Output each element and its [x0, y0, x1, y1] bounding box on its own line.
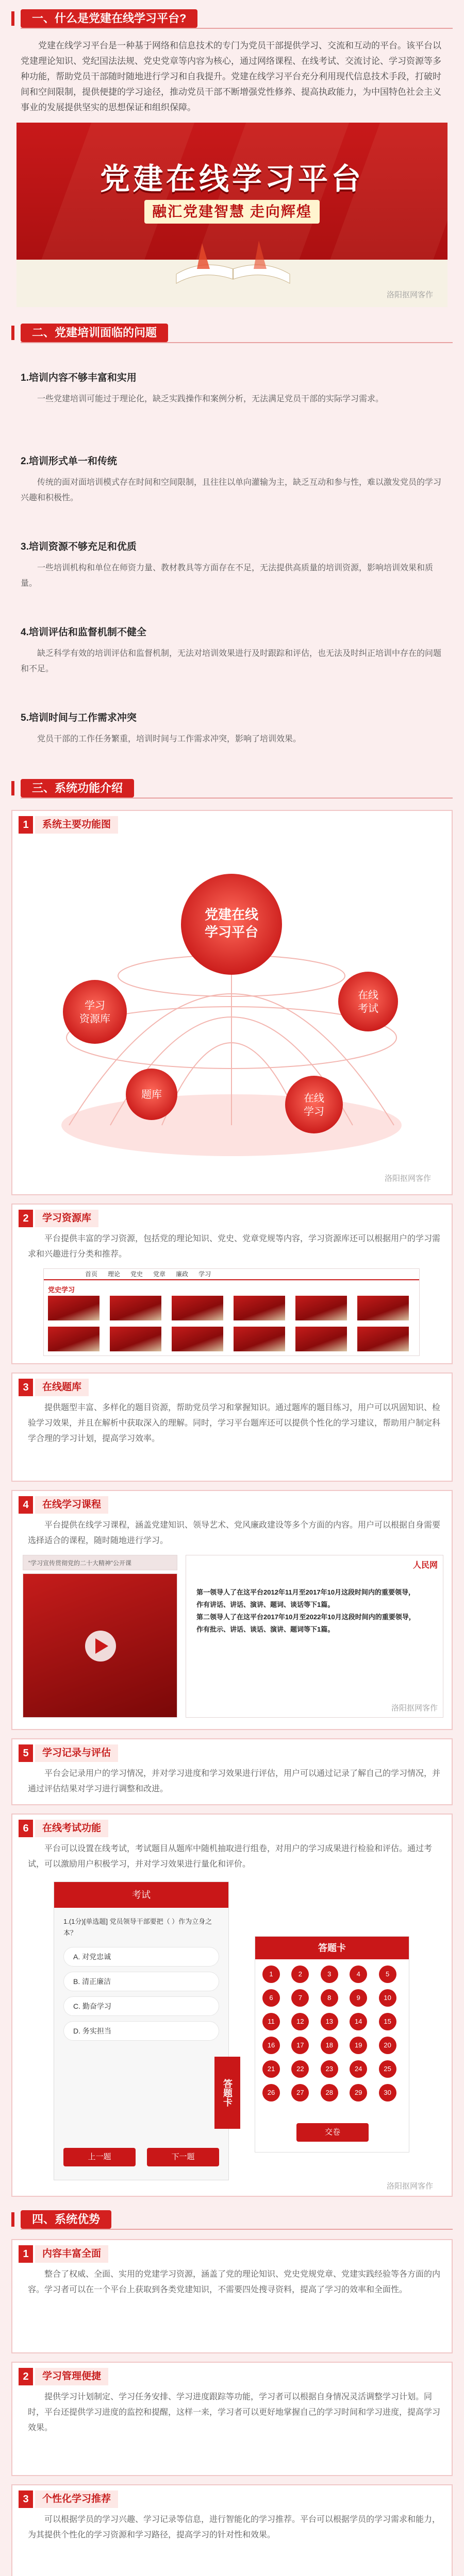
prev-question-button[interactable]: 上一题 — [63, 2148, 136, 2166]
svg-text:学习平台: 学习平台 — [204, 925, 259, 940]
nav-item[interactable]: 廉政 — [176, 1270, 189, 1278]
node-learn — [285, 1076, 343, 1133]
svg-text:资源库: 资源库 — [79, 1012, 110, 1025]
issue-text-4: 缺乏科学有效的培训评估和监督机制，无法对培训效果进行及时跟踪和评估，也无法及时纠正培训中存在的问题和不足。 — [21, 649, 442, 673]
section-title: 四、系统优势 — [21, 2210, 111, 2229]
section-header-2 — [11, 321, 453, 344]
nav-item[interactable]: 党史 — [130, 1270, 143, 1278]
issue-heading-2: 2.培训形式单一和传统 — [21, 456, 117, 467]
advantage-card-1: 1 内容丰富全面 整合了权威、全面、实用的党建学习资源，涵盖了党的理论知识、党史党规党章、党建实践经验等各方面的内容。学习者可以在一个平台上获取到各类党建知识，不需要四处搜寻资料，提高了学习的效率和全面性。 — [11, 2239, 453, 2353]
answer-card: 答题卡 1 2 3 4 5 6 7 8 9 10 11 12 13 14 15 16 17 18 19 20 21 22 23 24 25 26 27 28 29 30 交卷 — [255, 1936, 409, 2153]
svg-text:考试: 考试 — [358, 1002, 378, 1014]
feature-card-3: 3 在线题库 提供题型丰富、多样化的题目资源，帮助党员学习和掌握知识。通过题库的题目练习，用户可以巩固知识、检验学习效果，并且在解析中获取深入的理解。同时，学习平台题库还可以提供个性化的学习建议，帮助用户制定科学合理的学习计划，提高学习效率。 — [11, 1372, 453, 1482]
issue-heading-4: 4.培训评估和监督机制不健全 — [21, 627, 146, 638]
issue-text-1: 一些党建培训可能过于理论化，缺乏实践操作和案例分析，无法满足党员干部的实际学习需求。 — [37, 395, 384, 403]
exam-option[interactable]: A. 对党忠诚 — [63, 1947, 219, 1967]
banner-title: 党建在线学习平台 — [100, 161, 364, 196]
section-header-4 — [11, 2208, 453, 2231]
feature-card-1: 1 系统主要功能图 党建在线 学习平台 学习 资源库 在线 考试 题库 在线 学习 洛阳抠网客作 — [11, 810, 453, 1195]
exam-option[interactable]: D. 务实担当 — [63, 2021, 219, 2041]
card-label: 系统主要功能图 — [35, 816, 118, 834]
section-header-3 — [11, 777, 453, 800]
feature-card-2: 2 学习资源库 平台提供丰富的学习资源，包括党的理论知识、党史、党章党规等内容，学习资源库还可以根据用户的学习需求和兴趣进行分类和推荐。 首页 理论 党史 党章 廉政 学习 党史学习 — [11, 1204, 453, 1364]
card-text: 可以根据学员的学习兴趣、学习记录等信息，进行智能化的学习推荐。平台可以根据学员的学习需求和能力，为其提供个性化的学习资源和学习路径，提高学习的针对性和效果。 — [28, 2515, 441, 2539]
banner-subtitle: 融汇党建智慧 走向辉煌 — [144, 200, 320, 224]
course-thumbnail[interactable] — [23, 1573, 177, 1718]
issue-heading-1: 1.培训内容不够丰富和实用 — [21, 372, 137, 383]
feature-card-6: 6 在线考试功能 平台可以设置在线考试，考试题目从题库中随机抽取进行组卷，对用户的学习成果进行检验和评估。通过考试，可以激励用户积极学习，并对学习效果进行量化和评价。 考试 1.(1分)[单选题] 党员领导干部要把（ ）作为立身之本？ A. 对党忠诚 B. 清正廉洁 C. 勤奋学习 D. 务实担当 上一题 下一题 答题卡 答题卡 1 2 3 4 5 6 7 8 9 10 11 12 13 14 15 16 17 18 19 20 21 22 23 24 25 26 27 28 29 30 交卷 洛阳抠网客作 — [11, 1814, 453, 2197]
nav-item[interactable]: 首页 — [85, 1270, 98, 1278]
section-header-1 — [11, 7, 453, 30]
nav-item[interactable]: 学习 — [198, 1270, 211, 1278]
course-video[interactable]: 人民网 第一领导人了在这平台2012年11月至2017年10月这段时间内的重要领导， 作有讲话、讲话、演讲、题词、谈话等下1篇。 第二领导人了在这平台2017年10月至2022年10月这段时间内的重要领导， 作有批示、讲话、谈话、演讲、题词等下1篇。 洛阳抠网客作 — [186, 1555, 443, 1718]
answer-card-badge: 答题卡 — [214, 2057, 240, 2129]
advantage-card-3: 3 个性化学习推荐 可以根据学员的学习兴趣、学习记录等信息，进行智能化的学习推荐。平台可以根据学员的学习需求和能力，为其提供个性化的学习资源和学习路径，提高学习的针对性和效果。 — [11, 2484, 453, 2576]
card-text: 平台提供丰富的学习资源，包括党的理论知识、党史、党章党规等内容，学习资源库还可以根据用户的学习需求和兴趣进行分类和推荐。 — [28, 1234, 441, 1259]
svg-text:在线: 在线 — [304, 1092, 324, 1104]
nav-item[interactable]: 理论 — [108, 1270, 121, 1278]
card-text: 平台提供在线学习课程，涵盖党建知识、领导艺术、党风廉政建设等多个方面的内容。用户可以根据自身需要选择适合的课程，随时随地进行学习。 — [28, 1521, 441, 1545]
issue-text-2: 传统的面对面培训模式存在时间和空间限制，且往往以单向灌输为主，缺乏互动和参与性，难以激发党员的学习兴趣和积极性。 — [21, 478, 442, 502]
node-exam — [338, 972, 398, 1031]
exam-option[interactable]: C. 勤奋学习 — [63, 1996, 219, 2016]
section-title: 三、系统功能介绍 — [21, 779, 134, 798]
submit-exam-button[interactable]: 交卷 — [296, 2123, 369, 2142]
issue-text-5: 党员干部的工作任务繁重，培训时间与工作需求冲突，影响了培训效果。 — [37, 735, 302, 743]
svg-text:党建在线: 党建在线 — [204, 907, 259, 923]
nav-item[interactable]: 党章 — [153, 1270, 166, 1278]
card-text: 整合了权威、全面、实用的党建学习资源，涵盖了党的理论知识、党史党规党章、党建实践经验等各方面的内容。学习者可以在一个平台上获取到各类党建知识，不需要四处搜寻资料，提高了学习的效率和全面性。 — [28, 2270, 441, 2294]
section-title: 二、党建培训面临的问题 — [21, 324, 168, 342]
svg-text:题库: 题库 — [141, 1088, 162, 1100]
svg-text:学习: 学习 — [85, 999, 105, 1011]
node-resource — [63, 980, 127, 1044]
feature-card-5: 5 学习记录与评估 平台会记录用户的学习情况，并对学习进度和学习效果进行评估，用户可以通过记录了解自己的学习情况，并通过评估结果对学习进行调整和改进。 — [11, 1738, 453, 1805]
card-number: 1 — [19, 816, 33, 834]
header-bar — [11, 11, 14, 26]
watermark: 洛阳抠网客作 — [386, 291, 433, 299]
exam-option[interactable]: B. 清正廉洁 — [63, 1972, 219, 1991]
section-title: 一、什么是党建在线学习平台? — [21, 9, 197, 28]
svg-text:学习: 学习 — [304, 1105, 324, 1117]
issue-heading-5: 5.培训时间与工作需求冲突 — [21, 713, 137, 723]
course-caption: “学习宣传贯彻党的二十大精神”公开课 — [23, 1555, 177, 1570]
card-text: 提供学习计划制定、学习任务安排、学习进度跟踪等功能，学习者可以根据自身情况灵活调整学习计划。同时，平台还提供学习进度的监控和提醒，这样一来，学习者可以更好地掌握自己的学习时间和学习进度，提高学习效果。 — [28, 2393, 441, 2432]
system-diagram — [33, 847, 430, 1177]
card-text: 平台会记录用户的学习情况，并对学习进度和学习效果进行评估，用户可以通过记录了解自己的学习情况，并通过评估结果对学习进行调整和改进。 — [28, 1769, 441, 1793]
next-question-button[interactable]: 下一题 — [147, 2148, 219, 2166]
open-book-icon — [171, 238, 295, 290]
advantage-card-2: 2 学习管理便捷 提供学习计划制定、学习任务安排、学习进度跟踪等功能，学习者可以根据自身情况灵活调整学习计划。同时，平台还提供学习进度的监控和提醒，这样一来，学习者可以更好地掌握自己的学习时间和学习进度，提高学习效果。 — [11, 2362, 453, 2476]
center-node — [181, 874, 282, 975]
card-text: 提供题型丰富、多样化的题目资源，帮助党员学习和掌握知识。通过题库的题目练习，用户可以巩固知识、检验学习效果，并且在解析中获取深入的理解。同时，学习平台题库还可以提供个性化的学习建议，帮助用户制定科学合理的学习计划，提高学习效率。 — [28, 1403, 441, 1443]
play-icon — [23, 1574, 177, 1718]
hero-banner — [16, 123, 448, 307]
exam-phone: 考试 1.(1分)[单选题] 党员领导干部要把（ ）作为立身之本？ A. 对党忠诚 B. 清正廉洁 C. 勤奋学习 D. 务实担当 上一题 下一题 — [54, 1882, 229, 2180]
resource-screenshot: 首页 理论 党史 党章 廉政 学习 党史学习 — [43, 1268, 420, 1356]
issue-heading-3: 3.培训资源不够充足和优质 — [21, 541, 137, 552]
card-text: 平台可以设置在线考试，考试题目从题库中随机抽取进行组卷，对用户的学习成果进行检验和评估。通过考试，可以激励用户积极学习，并对学习效果进行量化和评价。 — [28, 1844, 433, 1869]
header-line — [21, 28, 453, 29]
intro-paragraph: 党建在线学习平台是一种基于网络和信息技术的专门为党员干部提供学习、交流和互动的平台。该平台以党建理论知识、党纪国法法规、党史党章等内容为核心，通过网络课程、在线考试、交流讨论、学习资源等多种功能，帮助党员干部随时随地进行学习和自我提升。党建在线学习平台充分利用现代信息技术手段，打破时间和空间限制，提供便捷的学习途径，推动党员干部不断增强党性修养、提高执政能力，为中国特色社会主义事业的发展提供坚实的思想保证和组织保障。 — [21, 41, 441, 112]
issue-text-3: 一些培训机构和单位在师资力量、教材教具等方面存在不足，无法提供高质量的培训资源，影响培训效果和质量。 — [21, 564, 434, 588]
svg-text:在线: 在线 — [358, 989, 378, 1001]
feature-card-4: 4 在线学习课程 平台提供在线学习课程，涵盖党建知识、领导艺术、党风廉政建设等多个方面的内容。用户可以根据自身需要选择适合的课程，随时随地进行学习。 “学习宣传贯彻党的二十大精神”公开课 人民网 第一领导人了在这平台2012年11月至2017年10月这段时间内的重要领导， 作有讲话、讲话、演讲、题词、谈话等下1篇。 第二领导人了在这平台2017年10月至2022年10月这段时间内的重要领导， 作有批示、讲话、谈话、演讲、题词等下1篇。 洛阳抠网客作 — [11, 1490, 453, 1730]
